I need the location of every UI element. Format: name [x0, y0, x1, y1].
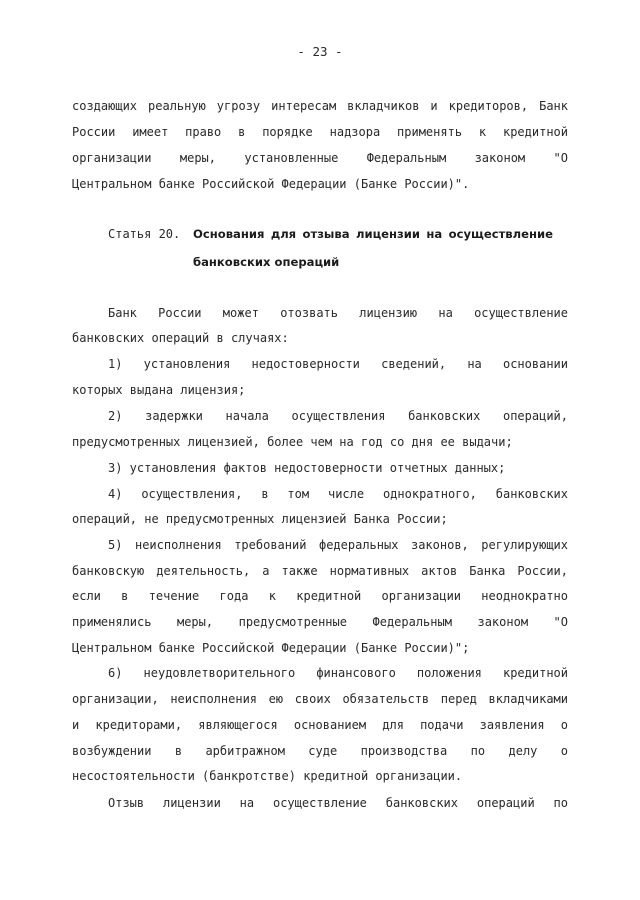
list-item-line: Центральном банке Российской Федерации (Банке России)"; [72, 641, 470, 655]
article-title: банковских операций [193, 255, 340, 269]
list-item-line: предусмотренных лицензией, более чем на год со дня ее выдачи; [72, 435, 513, 449]
list-item-line: 4) осуществления, в том числе однократного, банковских [108, 487, 568, 501]
page-number: - 23 - [297, 44, 343, 59]
list-item-line: операций, не предусмотренных лицензией Банка России; [72, 512, 448, 526]
closing-line: Отзыв лицензии на осуществление банковских операций по [108, 796, 568, 810]
list-item-line: 5) неисполнения требований федеральных законов, регулирующих [108, 538, 568, 552]
list-item-line: 3) установления фактов недостоверности отчетных данных; [108, 461, 506, 475]
intro-line: банковских операций в случаях: [72, 331, 289, 345]
list-item-line: 6) неудовлетворительного финансового положения кредитной [108, 666, 568, 680]
article-number: Статья 20. [108, 227, 181, 241]
list-item-line: несостоятельности (банкротстве) кредитной организации. [72, 769, 463, 783]
list-item-line: организации, неисполнения ею своих обязательств перед вкладчиками [72, 692, 568, 706]
list-item-line: и кредиторами, являющегося основанием для подачи заявления о [72, 718, 568, 732]
list-item-line: возбуждении в арбитражном суде производства по делу о [72, 744, 568, 758]
list-item-line: применялись меры, предусмотренные Федеральным законом "О [72, 615, 568, 629]
list-item-line: если в течение года к кредитной организации неоднократно [72, 589, 568, 603]
paragraph-line: Центральном банке Российской Федерации (Банке России)". [72, 177, 470, 191]
article-title: Основания для отзыва лицензии на осуществление [193, 227, 553, 241]
list-item-line: банковскую деятельность, а также нормативных актов Банка России, [72, 564, 568, 578]
list-item-line: 1) установления недостоверности сведений, на основании [108, 357, 568, 371]
intro-line: Банк России может отозвать лицензию на осуществление [108, 306, 568, 320]
paragraph-line: организации меры, установленные Федеральным законом "О [72, 151, 568, 165]
paragraph-line: создающих реальную угрозу интересам вкладчиков и кредиторов, Банк [72, 99, 568, 113]
list-item-line: 2) задержки начала осуществления банковских операций, [108, 409, 568, 423]
list-item-line: которых выдана лицензия; [72, 383, 246, 397]
paragraph-line: России имеет право в порядке надзора применять к кредитной [72, 125, 568, 139]
